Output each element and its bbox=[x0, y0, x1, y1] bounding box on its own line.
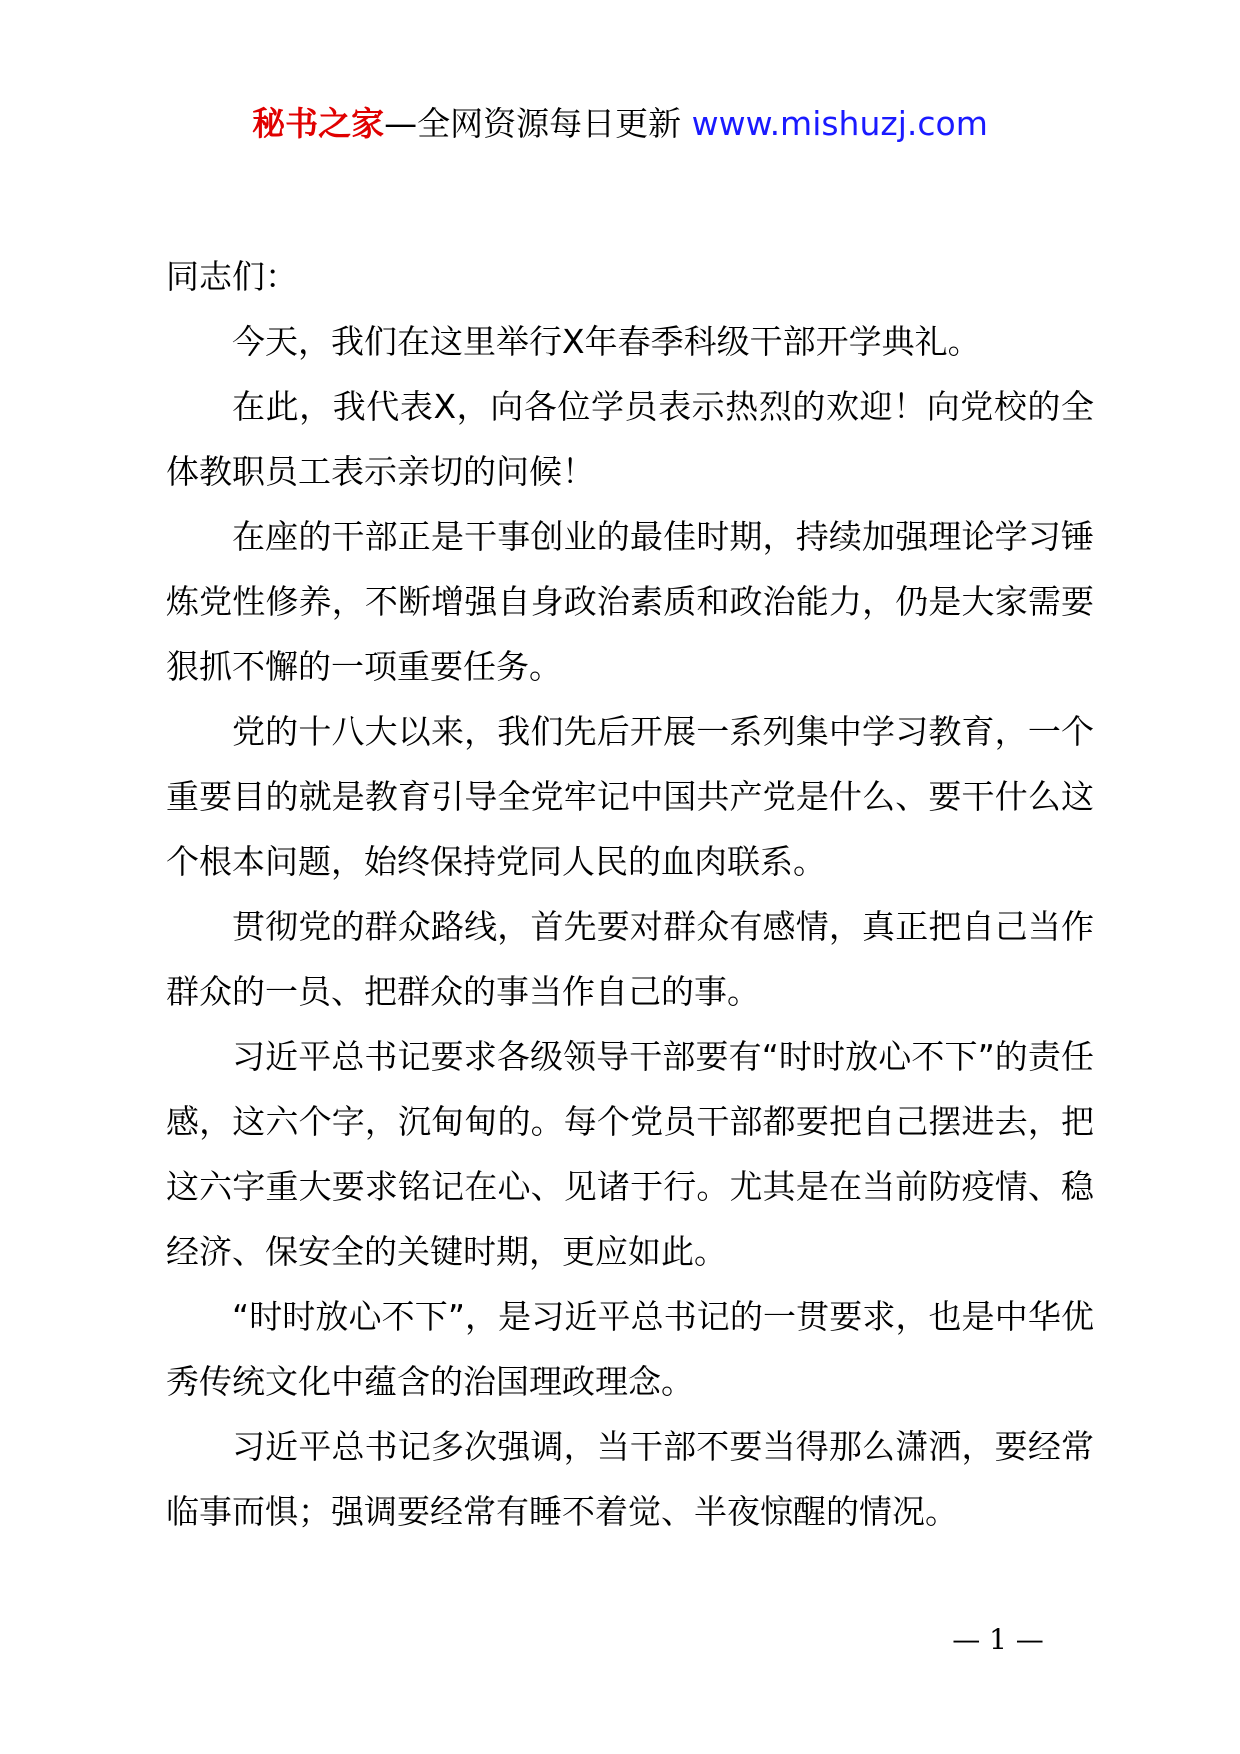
paragraph: 党的十八大以来，我们先后开展一系列集中学习教育，一个重要目的就是教育引导全党牢记中国共产党是什么、要干什么这个根本问题，始终保持党同人民的血肉联系。 bbox=[166, 712, 1094, 881]
site-header bbox=[0, 100, 1240, 148]
document-body bbox=[166, 244, 1094, 1544]
page-number: — 1 — bbox=[952, 1623, 1044, 1656]
paragraph: 贯彻党的群众路线，首先要对群众有感情，真正把自己当作群众的一员、把群众的事当作自己的事。 bbox=[166, 907, 1094, 1011]
paragraph: 在此，我代表X，向各位学员表示热烈的欢迎！向党校的全体教职员工表示亲切的问候！ bbox=[166, 387, 1094, 491]
site-url-link[interactable]: www.mishuzj.com bbox=[691, 104, 988, 143]
paragraph: “时时放心不下”，是习近平总书记的一贯要求，也是中华优秀传统文化中蕴含的治国理政理念。 bbox=[166, 1297, 1094, 1401]
paragraph: 今天，我们在这里举行X年春季科级干部开学典礼。 bbox=[232, 322, 981, 361]
paragraph: 习近平总书记多次强调，当干部不要当得那么潇洒，要经常临事而惧；强调要经常有睡不着觉、半夜惊醒的情况。 bbox=[166, 1427, 1094, 1531]
salutation: 同志们： bbox=[166, 257, 298, 296]
paragraph: 在座的干部正是干事创业的最佳时期，持续加强理论学习锤炼党性修养，不断增强自身政治素质和政治能力，仍是大家需要狠抓不懈的一项重要任务。 bbox=[166, 517, 1094, 686]
header-tagline: —全网资源每日更新 bbox=[384, 104, 692, 143]
paragraph: 习近平总书记要求各级领导干部要有“时时放心不下”的责任感，这六个字，沉甸甸的。每个党员干部都要把自己摆进去，把这六字重大要求铭记在心、见诸于行。尤其是在当前防疫情、稳经济、保安全的关键时期，更应如此。 bbox=[166, 1037, 1094, 1271]
brand-name: 秘书之家 bbox=[252, 104, 385, 143]
